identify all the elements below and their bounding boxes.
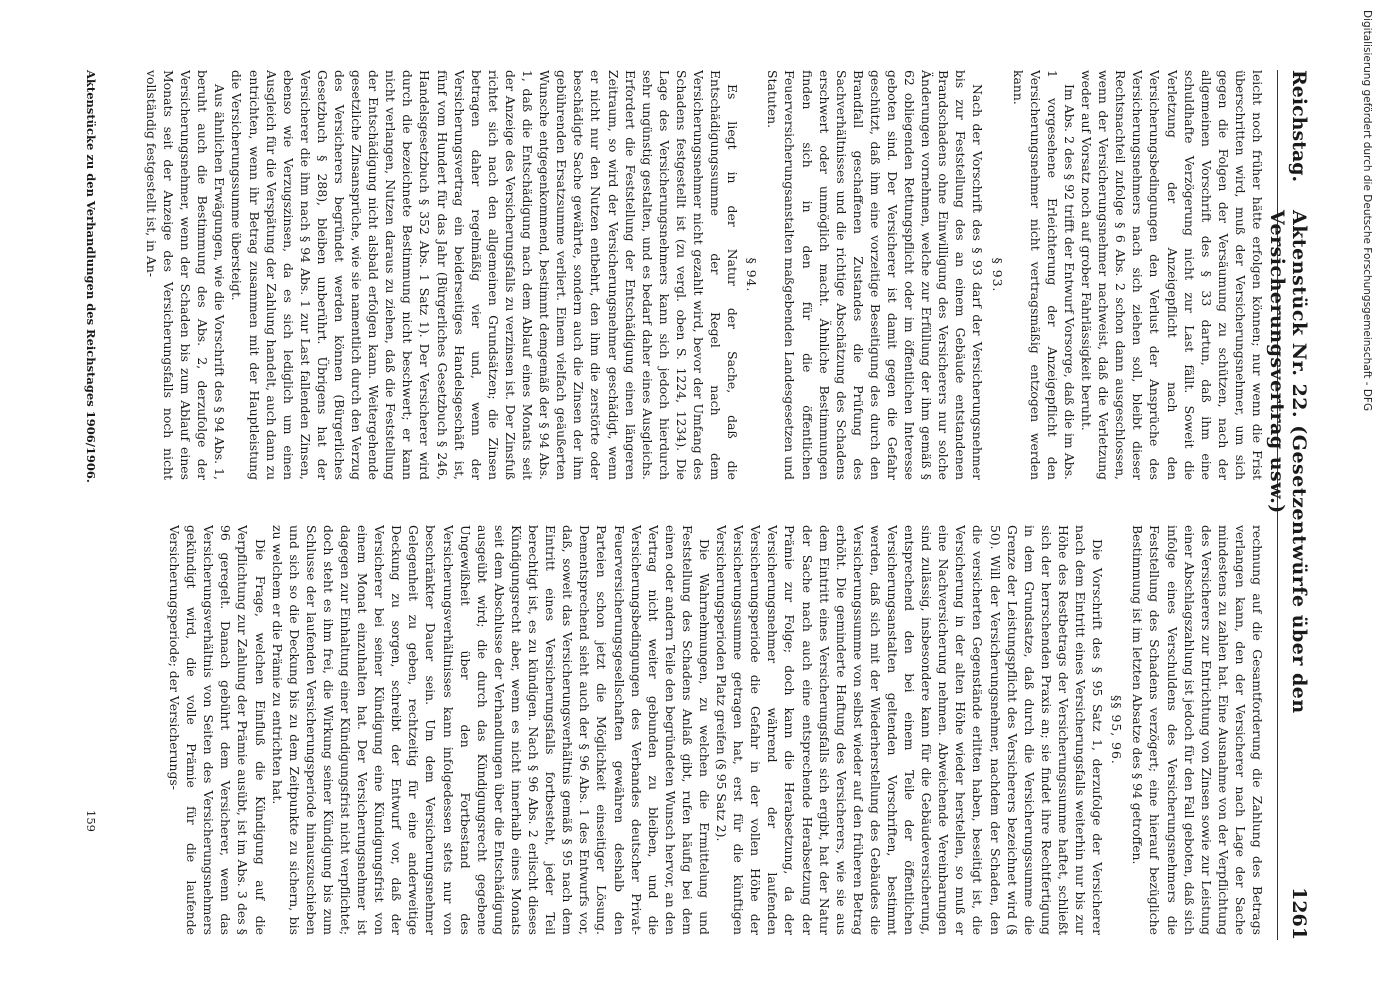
paragraph: rechnung auf die Gesamtforderung die Zahlung des Betrags verlangen kann, den der Versicherer nach Lage der Sache mindestens zu zahlen hat. Eine Ausnahme von der Verpflichtung des Versicherers zur Entrichtung von Zinsen sowie zur Leistung einer Abschlagszahlung ist jedoch für den Fall geboten, daß sich infolge eines Verschuldens des Versicherungsnehmers die Feststellung des Schadens verzögert; eine hierauf bezügliche Bestimmung ist im letzten Absatze des § 94 getroffen. <box>1130 525 1265 935</box>
header-left: Reichstag. <box>1288 70 1310 183</box>
page-number: 1261 <box>1288 887 1310 940</box>
paragraph: Aus ähnlichen Erwägungen, wie die Vorschrift des § 94 Abs. 1, beruht auch die Bestimmung des Abs. 2, derzufolge der Versicherungsnehmer, wenn der Schaden bis zum Ablauf eines Monats seit der Anzeige des Versicherungsfalls noch nicht vollständig festgestellt ist, in An- <box>144 70 228 480</box>
footer-signature: 159 <box>84 810 98 832</box>
paragraph: Die Vorschrift des § 95 Satz 1, derzufolge der Versicherer nach dem Eintritt eines Versicherungsfalls weiterhin nur bis zur Höhe des Restbetrags der Versicherungssumme haftet, schließt sich der herrschenden Praxis an; sie findet ihre Rechtfertigung in dem Grundsatze, daß durch die Versicherungssumme die Grenze der Leistungspflicht des Versicherers bezeichnet wird (§ 50). Will der Versicherungsnehmer, nachdem der Schaden, den die versicherten Gegenstände erlitten haben, beseitigt ist, die Versicherung in der alten Höhe wieder herstellen, so muß er eine Nachversicherung nehmen. Abweichende Vereinbarungen sind zulässig, insbesondere kann für die Gebäudeversicherung, entsprechend den bei einem Teile der öffentlichen Versicherungsanstalten geltenden Vorschriften, bestimmt werden, daß sich mit der Wiederherstellung des Gebäudes die Versicherungssumme von selbst wieder auf den früheren Betrag erhöht. Die geminderte Haftung des Versicherers, wie sie aus dem Eintritt eines Versicherungsfalls sich ergibt, hat der Natur der Sache nach auch eine entsprechende Herabsetzung der Prämie zur Folge; doch kann die Herabsetzung, da der Versicherungsnehmer während der laufenden Versicherungsperiode die Gefahr in der vollen Höhe der Versicherungssumme getragen hat, erst für die künftigen Versicherungsperioden Platz greifen (§ 95 Satz 2). <box>714 525 1106 935</box>
paragraph: Nach der Vorschrift des § 93 darf der Versicherungsnehmer bis zur Feststellung des an einem Gebäude entstandenen Brandschadens ohne Einwilligung des Versicherers nur solche Änderungen vornehmen, welche zur Erfüllung der ihm gemäß § 62 obliegenden Rettungspflicht oder im öffentlichen Interesse geboten sind. Der Versicherer ist damit gegen die Gefahr geschützt, daß ihm eine vorzeitige Beseitigung des durch den Brandfall geschaffenen Zustandes die Prüfung des Sachverhältnisses und die richtige Abschätzung des Schadens erschwert oder unmöglich macht. Ähnliche Bestimmungen finden sich in den für die öffentlichen Feuerversicherungsanstalten maßgebenden Landesgesetzen und Statuten. <box>765 70 986 480</box>
paragraph: Die Frage, welchen Einfluß die Kündigung auf die Verpflichtung zur Zahlung der Prämie ausübt, ist im Abs. 3 des § 96 geregelt. Danach gebührt dem Versicherer, wenn das Versicherungsverhältnis von Seiten des Versicherungsnehmers gekündigt wird, die volle Prämie für die laufende Versicherungsperiode; der Versicherungs- <box>167 525 268 935</box>
page-footer <box>76 70 100 940</box>
header-title: Aktenstück Nr. 22. (Gesetzentwürfe über den Versicherungsvertrag usw.) <box>1266 210 1310 714</box>
digitization-note <box>1355 10 1375 990</box>
section-heading: § 94. <box>744 257 760 293</box>
text-column-right <box>106 525 1266 935</box>
digitization-note-text: Digitalisierung gefördert durch die Deutsche Forschungsgemeinschaft - DFG <box>1361 10 1373 412</box>
paragraph: leicht noch früher hätte erfolgen können; nur wenn die Frist überschritten wird, muß der Versicherungsnehmer, um sich gegen die Folgen der Versäumung zu schützen, nach der allgemeinen Vorschrift des § 33 dartun, daß ihm eine schuldhafte Verzögerung nicht zur Last fällt. Soweit die Verletzung der Anzeigepflicht nach den Versicherungsbedingungen den Verlust der Ansprüche des Versicherungsnehmers nach sich ziehen soll, bleibt dieser Rechtsnachteil zufolge § 6 Abs. 2 schon dann ausgeschlossen, wenn der Versicherungsnehmer nachweist, daß die Verletzung weder auf Vorsatz noch auf grober Fahrlässigkeit beruht. <box>1079 70 1265 480</box>
paragraph: Im Abs. 2 des § 92 trifft der Entwurf Vorsorge, daß die im Abs. 1 vorgesehene Erleichterung der Anzeigepflicht den Versicherungsnehmer nicht vertragsmäßig entzogen werden kann. <box>1010 70 1077 480</box>
running-head <box>1266 70 1318 940</box>
section-heading: § 93. <box>989 257 1005 293</box>
footer-source: Aktenstücke zu den Verhandlungen des Reichstages 1906/1906. <box>84 70 98 483</box>
paragraph: Es liegt in der Natur der Sache, daß die Entschädigungssumme der Regel nach dem Versicherungsnehmer nicht gezahlt wird, bevor der Umfang des Schadens festgestellt ist (zu vergl. oben S. 1224, 1234). Die Lage des Versicherungsnehmers kann sich jedoch hierdurch sehr ungünstig gestalten, und es bedarf daher eines Ausgleichs. Erfordert die Feststellung der Entschädigung einen längeren Zeitraum, so wird der Versicherungsnehmer geschädigt, wenn er nicht nur den Nutzen entbehrt, den ihm die zerstörte oder beschädigte Sache gewährte, sondern auch die Zinsen der ihm gebührenden Ersatzsumme verliert. Einem vielfach geäußerten Wunsche entgegenkommend, bestimmt demgemäß der § 94 Abs. 1, daß die Entschädigung nach dem Ablauf eines Monats seit der Anzeige des Versicherungsfalls zu verzinsen ist. Der Zinsfuß richtet sich nach den allgemeinen Grundsätzen; die Zinsen betragen daher regelmäßig vier und, wenn der Versicherungsvertrag ein beiderseitiges Handelsgeschäft ist, fünf vom Hundert für das Jahr (Bürgerliches Gesetzbuch § 246, Handelsgesetzbuch § 352 Abs. 1 Satz 1). Der Versicherer wird durch die bezeichnete Bestimmung nicht beschwert; er kann nicht verlangen, Nutzen daraus zu ziehen, daß die Feststellung der Entschädigung nicht alsbald erfolgen kann. Weitergehende gesetzliche Zinsansprüche, wie sie namentlich durch den Verzug des Versicherers begründet werden können (Bürgerliches Gesetzbuch § 288), bleiben unberührt. Übrigens hat der Versicherer die ihm nach § 94 Abs. 1 zur Last fallenden Zinsen, ebenso wie Verzugszinsen, da es sich lediglich um einen Ausgleich für die Verspätung der Zahlung handelt, auch dann zu entrichten, wenn ihr Betrag zusammen mit der Hauptleistung die Versicherungssumme übersteigt. <box>229 70 741 480</box>
text-column-left <box>106 70 1266 480</box>
page-content <box>78 70 1318 940</box>
paragraph: Die Wahrnehmungen, zu welchen die Ermittelung und Feststellung des Schadens Anlaß gibt, rufen häufig bei dem einen oder andern Teile den begründeten Wunsch hervor, an den Vertrag nicht weiter gebunden zu bleiben, und die Versicherungsbedingungen des Verbandes deutscher Privat-Feuerversicherungsgesellschaften gewähren deshalb den Parteien schon jetzt die Möglichkeit einseitiger Lösung. Dementsprechend sieht auch der § 96 Abs. 1 des Entwurfs vor, daß, soweit das Versicherungsverhältnis gemäß § 95 nach dem Eintritt eines Versicherungsfalls fortbesteht, jeder Teil berechtigt ist, es zu kündigen. Nach § 96 Abs. 2 erlischt dieses Kündigungsrecht aber, wenn es nicht innerhalb eines Monats seit dem Abschlusse der Verhandlungen über die Entschädigung ausgeübt wird; die durch das Kündigungsrecht gegebene Ungewißheit über den Fortbestand des Versicherungsverhältnisses kann infolgedessen stets nur von beschränkter Dauer sein. Um dem Versicherungsnehmer Gelegenheit zu geben, rechtzeitig für eine anderweitige Deckung zu sorgen, schreibt der Entwurf vor, daß der Versicherer bei seiner Kündigung eine Kündigungsfrist von einem Monat einzuhalten hat. Der Versicherungsnehmer ist dagegen zur Einhaltung einer Kündigungsfrist nicht verpflichtet; doch steht es ihm frei, die Wirkung seiner Kündigung bis zum Schlusse der laufenden Versicherungsperiode hinauszuschieben und sich so die Deckung bis zu dem Zeitpunkte zu sichern, bis zu welchem er die Prämie zu entrichten hat. <box>269 525 712 935</box>
section-heading: §§ 95, 96. <box>1109 695 1125 765</box>
